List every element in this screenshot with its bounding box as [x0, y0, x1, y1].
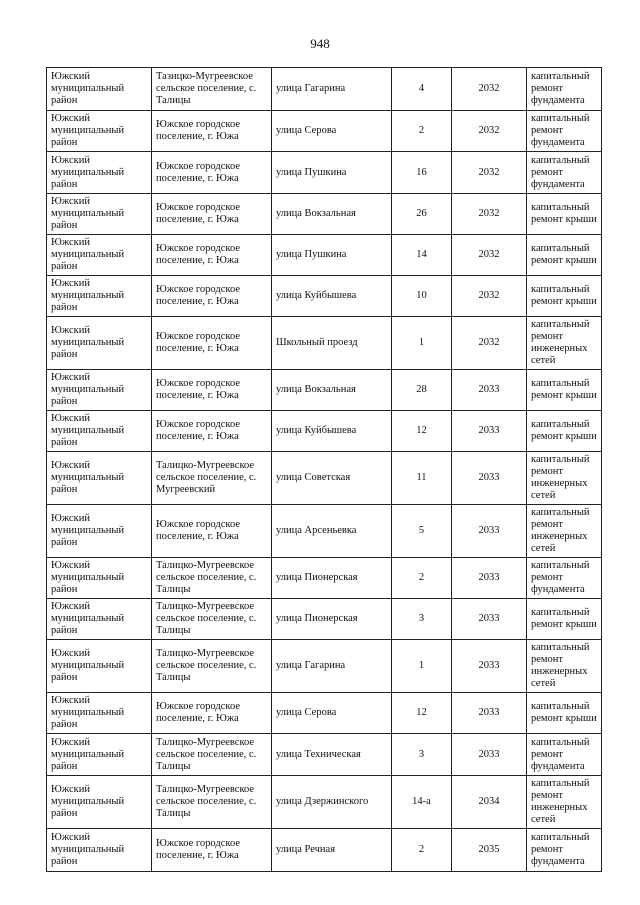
work-type-cell: капитальный ремонт крыши	[527, 235, 602, 276]
table-row	[47, 411, 602, 452]
street-cell: улица Гагарина	[272, 68, 392, 111]
house-number-cell: 11	[392, 452, 452, 505]
year-cell: 2033	[452, 640, 527, 693]
work-type-cell: капитальный ремонт фундамента	[527, 734, 602, 776]
house-number-cell: 2	[392, 111, 452, 152]
house-number-cell: 28	[392, 370, 452, 411]
table-row	[47, 829, 602, 872]
district-cell: Южский муниципальный район	[47, 411, 152, 452]
street-cell: улица Куйбышева	[272, 276, 392, 317]
year-cell: 2033	[452, 734, 527, 776]
table-row	[47, 505, 602, 558]
settlement-cell: Южское городское поселение, г. Южа	[152, 411, 272, 452]
street-cell: улица Пионерская	[272, 599, 392, 640]
street-cell: улица Пушкина	[272, 152, 392, 194]
settlement-cell: Южское городское поселение, г. Южа	[152, 370, 272, 411]
settlement-cell: Южское городское поселение, г. Южа	[152, 693, 272, 734]
district-cell: Южский муниципальный район	[47, 776, 152, 829]
work-type-cell: капитальный ремонт инженерных сетей	[527, 317, 602, 370]
district-cell: Южский муниципальный район	[47, 152, 152, 194]
table-row	[47, 194, 602, 235]
page-number: 948	[310, 36, 330, 51]
work-type-cell: капитальный ремонт инженерных сетей	[527, 505, 602, 558]
district-cell: Южский муниципальный район	[47, 734, 152, 776]
work-type-cell: капитальный ремонт фундамента	[527, 558, 602, 599]
year-cell: 2032	[452, 194, 527, 235]
work-type-cell: капитальный ремонт крыши	[527, 411, 602, 452]
district-cell: Южский муниципальный район	[47, 693, 152, 734]
house-number-cell: 12	[392, 693, 452, 734]
year-cell: 2032	[452, 152, 527, 194]
year-cell: 2035	[452, 829, 527, 872]
house-number-cell: 1	[392, 317, 452, 370]
settlement-cell: Талицко-Мугреевское сельское поселение, с. Талицы	[152, 558, 272, 599]
district-cell: Южский муниципальный район	[47, 68, 152, 111]
street-cell: улица Вокзальная	[272, 194, 392, 235]
street-cell: улица Пионерская	[272, 558, 392, 599]
work-type-cell: капитальный ремонт крыши	[527, 693, 602, 734]
district-cell: Южский муниципальный район	[47, 317, 152, 370]
work-type-cell: капитальный ремонт фундамента	[527, 111, 602, 152]
year-cell: 2034	[452, 776, 527, 829]
table-body	[47, 68, 602, 872]
district-cell: Южский муниципальный район	[47, 640, 152, 693]
house-number-cell: 14	[392, 235, 452, 276]
work-type-cell: капитальный ремонт крыши	[527, 370, 602, 411]
table-row	[47, 452, 602, 505]
district-cell: Южский муниципальный район	[47, 194, 152, 235]
table-row	[47, 152, 602, 194]
table-row	[47, 599, 602, 640]
year-cell: 2032	[452, 276, 527, 317]
house-number-cell: 2	[392, 829, 452, 872]
work-type-cell: капитальный ремонт инженерных сетей	[527, 640, 602, 693]
district-cell: Южский муниципальный район	[47, 370, 152, 411]
year-cell: 2032	[452, 111, 527, 152]
house-number-cell: 16	[392, 152, 452, 194]
district-cell: Южский муниципальный район	[47, 829, 152, 872]
street-cell: улица Дзержинского	[272, 776, 392, 829]
table-row	[47, 68, 602, 111]
year-cell: 2033	[452, 558, 527, 599]
work-type-cell: капитальный ремонт инженерных сетей	[527, 452, 602, 505]
table-row	[47, 640, 602, 693]
table-row	[47, 276, 602, 317]
street-cell: улица Куйбышева	[272, 411, 392, 452]
house-number-cell: 5	[392, 505, 452, 558]
settlement-cell: Талицко-Мугреевское сельское поселение, с. Талицы	[152, 640, 272, 693]
district-cell: Южский муниципальный район	[47, 452, 152, 505]
work-type-cell: капитальный ремонт фундамента	[527, 152, 602, 194]
street-cell: улица Серова	[272, 111, 392, 152]
work-type-cell: капитальный ремонт крыши	[527, 276, 602, 317]
work-type-cell: капитальный ремонт фундамента	[527, 829, 602, 872]
table-row	[47, 558, 602, 599]
house-number-cell: 1	[392, 640, 452, 693]
year-cell: 2032	[452, 317, 527, 370]
work-type-cell: капитальный ремонт инженерных сетей	[527, 776, 602, 829]
year-cell: 2032	[452, 68, 527, 111]
settlement-cell: Южское городское поселение, г. Южа	[152, 111, 272, 152]
district-cell: Южский муниципальный район	[47, 505, 152, 558]
street-cell: улица Техническая	[272, 734, 392, 776]
year-cell: 2033	[452, 505, 527, 558]
year-cell: 2033	[452, 452, 527, 505]
work-type-cell: капитальный ремонт крыши	[527, 599, 602, 640]
settlement-cell: Южское городское поселение, г. Южа	[152, 194, 272, 235]
settlement-cell: Талицко-Мугреевское сельское поселение, с. Талицы	[152, 599, 272, 640]
settlement-cell: Талицко-Мугреевское сельское поселение, с. Талицы	[152, 734, 272, 776]
settlement-cell: Талицко-Мугреевское сельское поселение, с. Талицы	[152, 776, 272, 829]
year-cell: 2032	[452, 235, 527, 276]
house-number-cell: 2	[392, 558, 452, 599]
street-cell: улица Советская	[272, 452, 392, 505]
settlement-cell: Южское городское поселение, г. Южа	[152, 829, 272, 872]
table-row	[47, 776, 602, 829]
house-number-cell: 26	[392, 194, 452, 235]
settlement-cell: Тазицко-Мугреевское сельское поселение, с. Талицы	[152, 68, 272, 111]
street-cell: Школьный проезд	[272, 317, 392, 370]
street-cell: улица Серова	[272, 693, 392, 734]
district-cell: Южский муниципальный район	[47, 558, 152, 599]
district-cell: Южский муниципальный район	[47, 111, 152, 152]
table-row	[47, 235, 602, 276]
street-cell: улица Арсеньевка	[272, 505, 392, 558]
year-cell: 2033	[452, 411, 527, 452]
work-type-cell: капитальный ремонт крыши	[527, 194, 602, 235]
settlement-cell: Южское городское поселение, г. Южа	[152, 276, 272, 317]
settlement-cell: Талицко-Мугреевское сельское поселение, с. Мугреевский	[152, 452, 272, 505]
year-cell: 2033	[452, 693, 527, 734]
district-cell: Южский муниципальный район	[47, 276, 152, 317]
table-row	[47, 111, 602, 152]
house-number-cell: 3	[392, 734, 452, 776]
street-cell: улица Речная	[272, 829, 392, 872]
year-cell: 2033	[452, 370, 527, 411]
street-cell: улица Пушкина	[272, 235, 392, 276]
repair-schedule-table	[46, 67, 602, 872]
house-number-cell: 10	[392, 276, 452, 317]
house-number-cell: 12	[392, 411, 452, 452]
settlement-cell: Южское городское поселение, г. Южа	[152, 505, 272, 558]
house-number-cell: 14-а	[392, 776, 452, 829]
house-number-cell: 3	[392, 599, 452, 640]
settlement-cell: Южское городское поселение, г. Южа	[152, 152, 272, 194]
table-row	[47, 693, 602, 734]
house-number-cell: 4	[392, 68, 452, 111]
year-cell: 2033	[452, 599, 527, 640]
settlement-cell: Южское городское поселение, г. Южа	[152, 317, 272, 370]
district-cell: Южский муниципальный район	[47, 235, 152, 276]
table-row	[47, 317, 602, 370]
work-type-cell: капитальный ремонт фундамента	[527, 68, 602, 111]
settlement-cell: Южское городское поселение, г. Южа	[152, 235, 272, 276]
table-row	[47, 734, 602, 776]
district-cell: Южский муниципальный район	[47, 599, 152, 640]
table-row	[47, 370, 602, 411]
street-cell: улица Гагарина	[272, 640, 392, 693]
street-cell: улица Вокзальная	[272, 370, 392, 411]
